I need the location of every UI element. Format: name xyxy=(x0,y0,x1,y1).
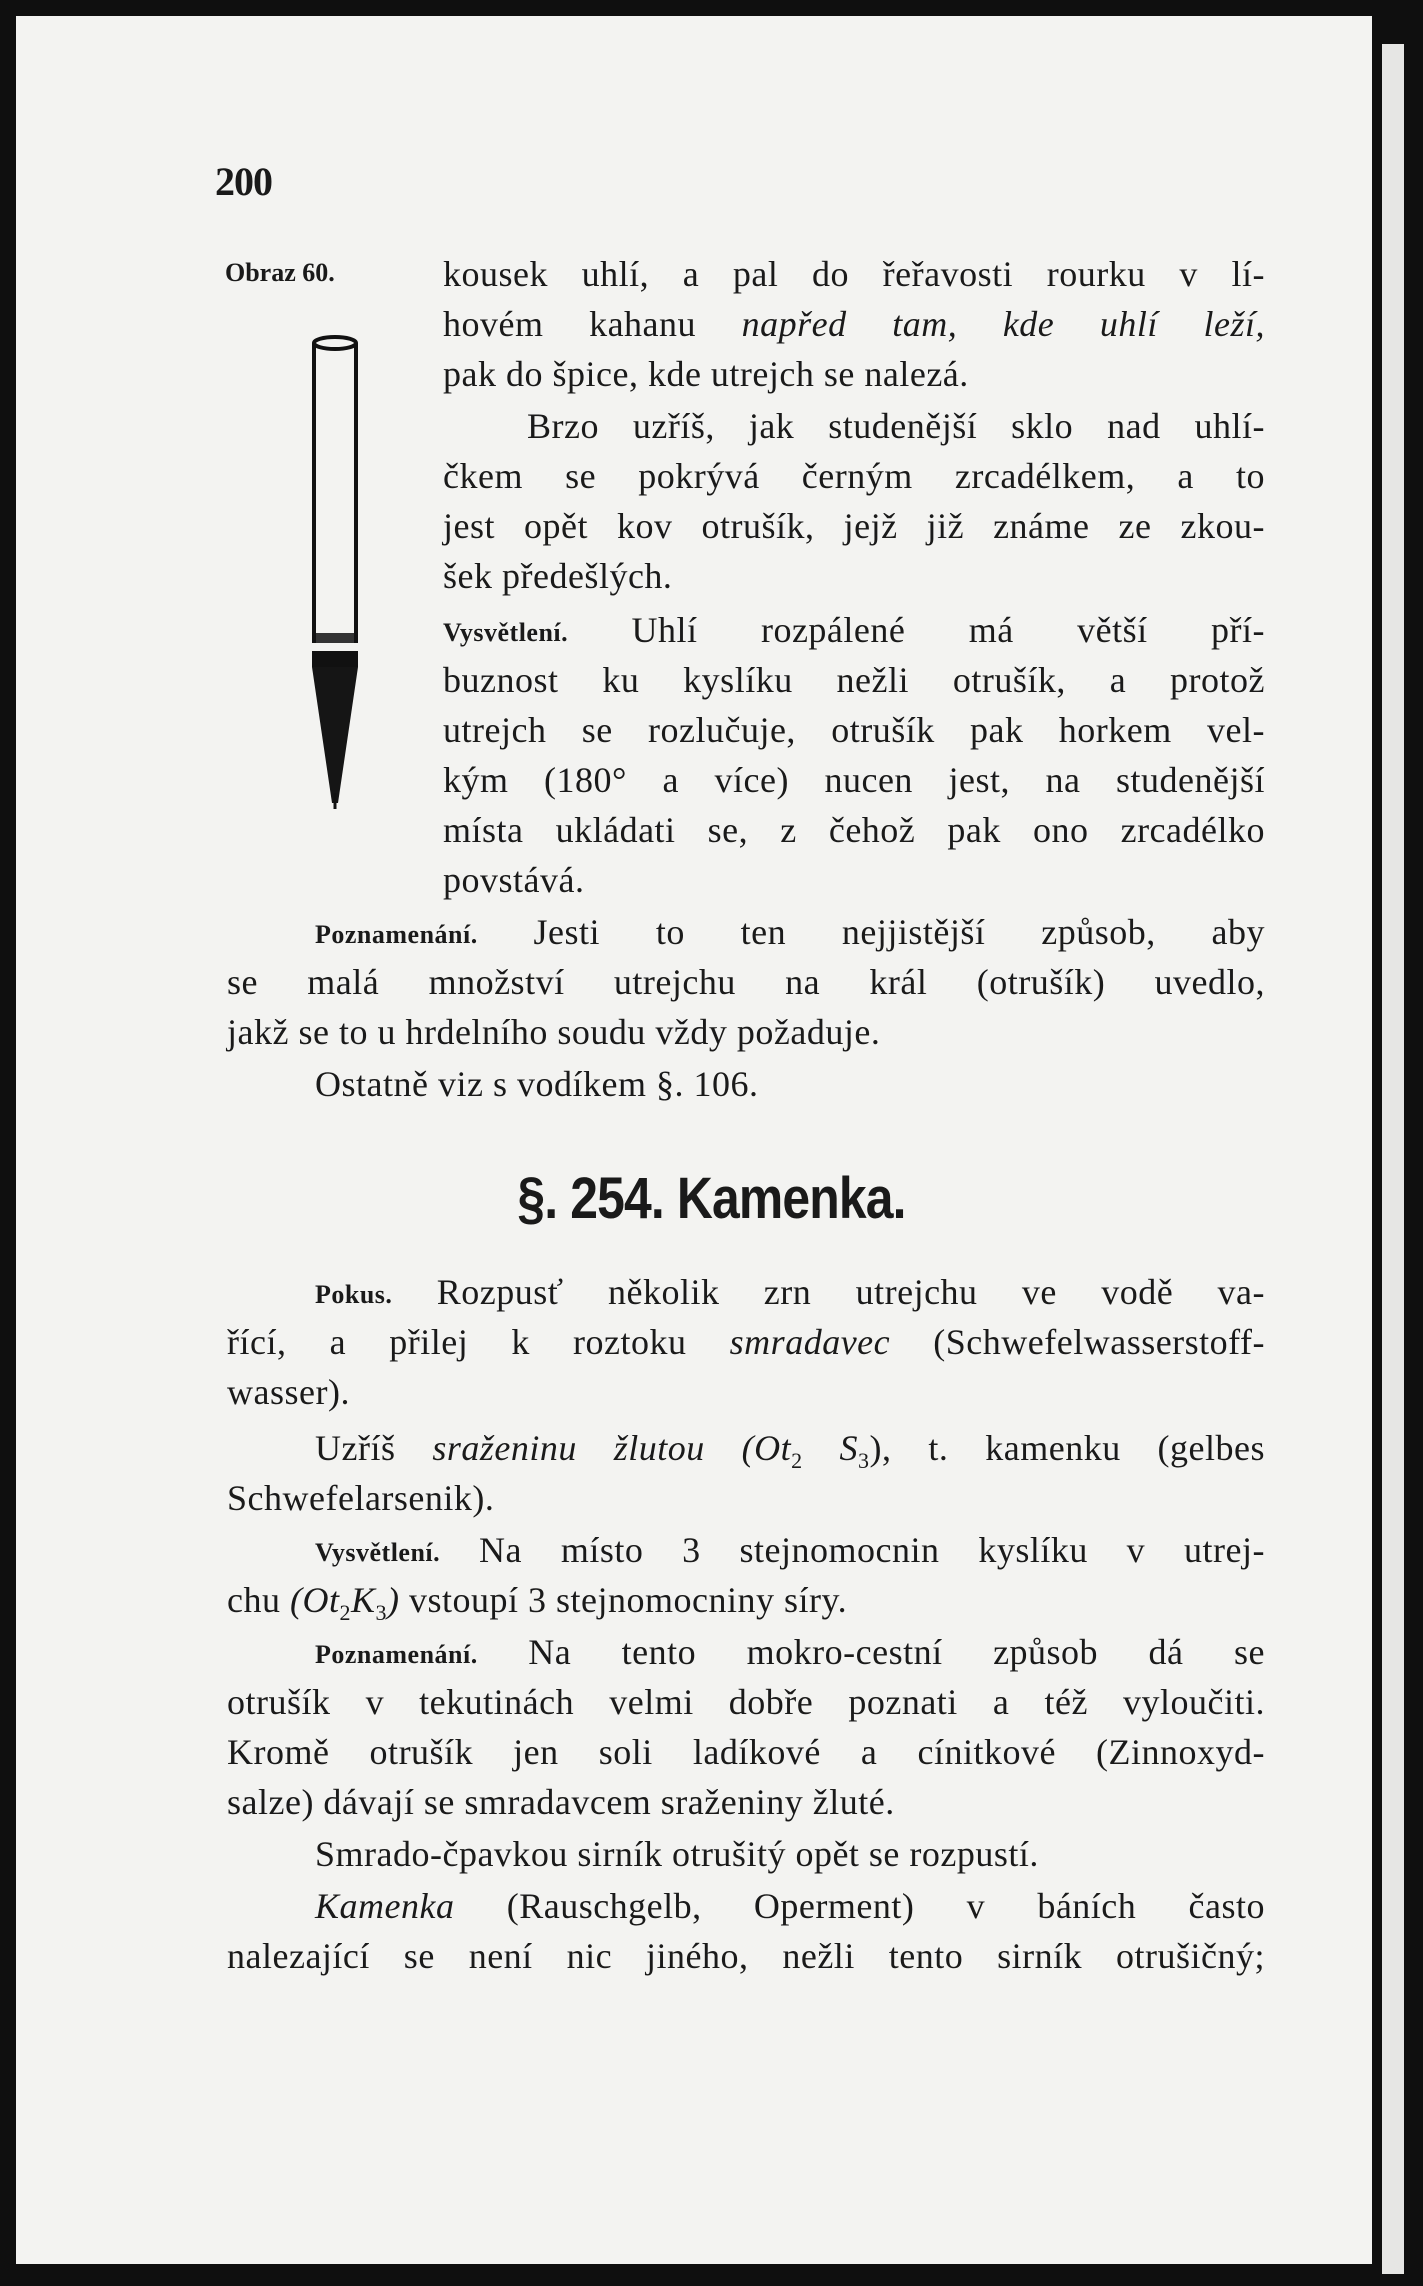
figure-label: Obraz 60. xyxy=(225,258,335,287)
text-line: Smrado-čpavkou sirník otrušitý opět se rozpustí. xyxy=(315,1834,1039,1874)
text-line: otrušík v tekutinách velmi dobře poznati a též vyloučiti. xyxy=(227,1682,1265,1722)
text-line: Brzo uzříš, jak studenější sklo nad uhlí- xyxy=(527,406,1265,446)
text-line: kým (180° a více) nucen jest, na studenější xyxy=(443,760,1265,800)
text-line: salze) dávají se smradavcem sraženiny žluté. xyxy=(227,1782,895,1822)
glass-tube-icon xyxy=(300,333,370,813)
italic-phrase: napřed tam, kde uhlí leží, xyxy=(741,304,1265,344)
text-line: Poznamenání. Na tento mokro-cestní způsob dá se xyxy=(315,1632,1265,1672)
text-line: chu $(Ot_2K_3)$ vstoupí 3 stejnomocniny síry. xyxy=(227,1580,848,1626)
text-line: povstává. xyxy=(443,860,585,900)
label-poznamenani: Poznamenání. xyxy=(315,1640,478,1669)
text-line: jest opět kov otrušík, jejž již známe ze zkou- xyxy=(443,506,1265,546)
text-line: utrejch se rozlučuje, otrušík pak horkem vel- xyxy=(443,710,1265,750)
text-line: Pokus. Rozpusť několik zrn utrejchu ve vodě va- xyxy=(315,1272,1265,1312)
text-line: pak do špice, kde utrejch se nalezá. xyxy=(443,354,969,394)
label-vysvetleni: Vysvětlení. xyxy=(443,618,569,647)
section-heading: §. 254. Kamenka. xyxy=(517,1166,906,1231)
text-line: hovém kahanu napřed tam, kde uhlí leží, xyxy=(443,304,1265,344)
label-vysvetleni: Vysvětlení. xyxy=(315,1538,441,1567)
text-line: čkem se pokrývá černým zrcadélkem, a to xyxy=(443,456,1265,496)
text-line: buznost ku kyslíku nežli otrušík, a protož xyxy=(443,660,1265,700)
text-line: Ostatně viz s vodíkem §. 106. xyxy=(315,1064,759,1104)
text-line: Uzříš sraženinu žlutou ($Ot_2$ $S_3$), t. kamenku (gelbes xyxy=(315,1428,1266,1474)
text-line: místa ukládati se, z čehož pak ono zrcadélko xyxy=(443,810,1265,850)
label-poznamenani: Poznamenání. xyxy=(315,920,478,949)
text-line: kousek uhlí, a pal do řeřavosti rourku v lí- xyxy=(443,254,1265,294)
text-line: Kamenka (Rauschgelb, Operment) v báních často xyxy=(315,1886,1265,1926)
text-line: nalezající se není nic jiného, nežli tento sirník otrušičný; xyxy=(227,1936,1265,1976)
label-pokus: Pokus. xyxy=(315,1280,393,1309)
adjacent-page-edge xyxy=(1382,44,1404,2274)
text-line: Vysvětlení. Na místo 3 stejnomocnin kyslíku v utrej- xyxy=(315,1530,1265,1570)
text-line: Kromě otrušík jen soli ladíkové a cínitkové (Zinnoxyd- xyxy=(227,1732,1265,1772)
text-line: řící, a přilej k roztoku smradavec (Schwefelwasserstoff- xyxy=(227,1322,1266,1362)
text-line: jakž se to u hrdelního soudu vždy požaduje. xyxy=(227,1012,881,1052)
text-line: wasser). xyxy=(227,1372,350,1412)
page-number: 200 xyxy=(215,159,272,204)
text-line: Vysvětlení. Uhlí rozpálené má větší pří- xyxy=(443,610,1265,650)
text-line: Schwefelarsenik). xyxy=(227,1478,495,1518)
text-line: se malá množství utrejchu na král (otrušík) uvedlo, xyxy=(227,962,1265,1002)
text-line: šek předešlých. xyxy=(443,556,673,596)
text-line: Poznamenání. Jesti to ten nejjistější způsob, aby xyxy=(315,912,1265,952)
